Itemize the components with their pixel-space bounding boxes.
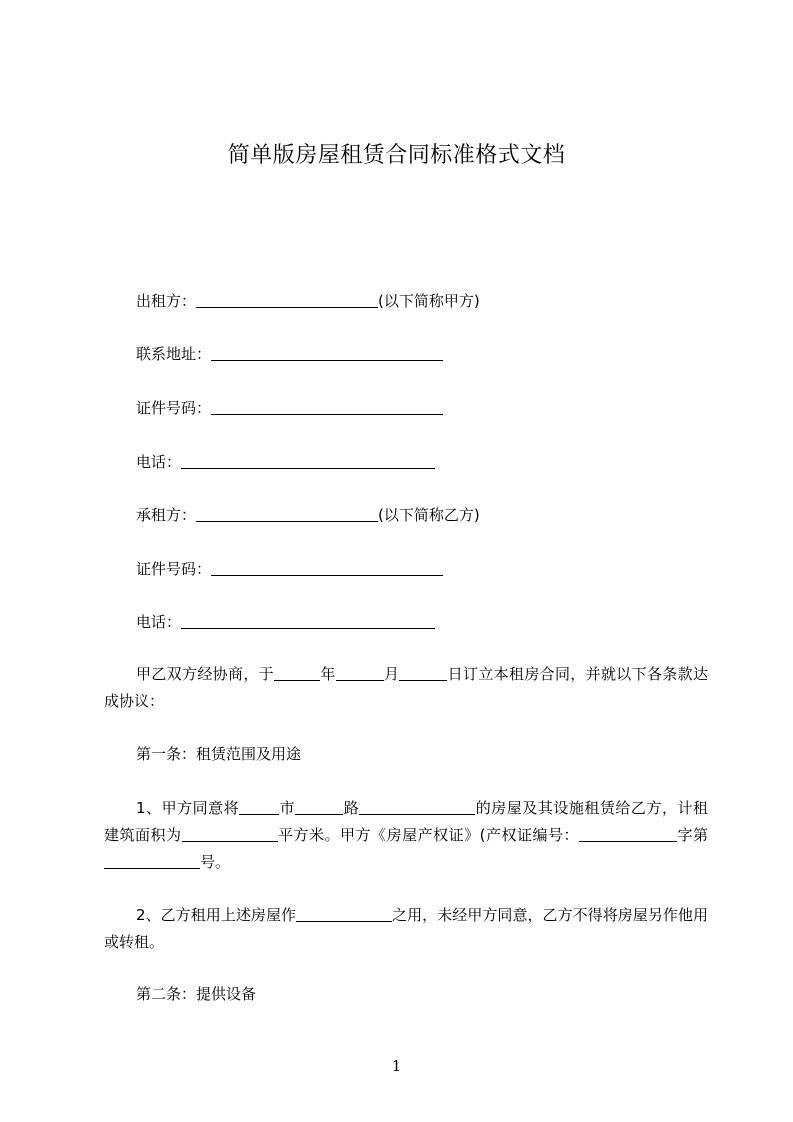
- lessor-line: [136, 291, 480, 311]
- page-number: 1: [391, 1057, 402, 1075]
- lessee-blank: [196, 505, 378, 522]
- lessee-phone-line: [136, 612, 435, 632]
- clause1-text-a: 1、甲方同意将: [136, 799, 240, 817]
- lessor-suffix: (以下简称甲方): [378, 292, 480, 310]
- lessor-phone-blank: [181, 452, 435, 469]
- lessee-label: 承租方：: [136, 506, 197, 524]
- area-blank: [182, 825, 278, 842]
- lessee-suffix: (以下简称乙方): [378, 506, 480, 524]
- clause2-text-b: 之用，未经甲方同意，乙方不得将房屋另作他用或转租。: [104, 906, 708, 951]
- clause2-text-a: 2、乙方租用上述房屋作: [136, 906, 297, 924]
- document-title: 简单版房屋租赁合同标准格式文档: [227, 143, 566, 168]
- lessor-blank: [196, 291, 378, 308]
- year-label: 年: [319, 665, 336, 683]
- certificate-prefix-blank: [667, 825, 677, 842]
- city-label: 市: [279, 799, 296, 817]
- clause1-text-e: 平方米。甲方《房屋产权证》(产权证编号：: [277, 826, 579, 844]
- intro-paragraph: [104, 661, 708, 715]
- intro-text-a: 甲乙双方经协商，于: [136, 665, 274, 683]
- contact-address-blank: [211, 344, 443, 361]
- clause1-text-f: 字第: [676, 826, 708, 844]
- year-blank: [274, 664, 320, 681]
- lessor-phone-label: 电话：: [136, 453, 182, 471]
- article-1-heading: 第一条：租赁范围及用途: [136, 745, 302, 763]
- clause-2-paragraph: [104, 902, 708, 956]
- clause-1-paragraph: [104, 795, 708, 876]
- lessee-id-blank: [211, 559, 443, 576]
- address-detail-blank: [359, 798, 475, 815]
- clause1-text-d: 的房屋及其设施租赁给乙方，计租建筑面积为: [104, 799, 708, 844]
- day-blank: [399, 664, 447, 681]
- contact-address-label: 联系地址：: [136, 345, 212, 363]
- city-blank: [239, 798, 279, 815]
- lessor-phone-line: [136, 452, 435, 472]
- lessor-id-line: [136, 398, 443, 418]
- lessor-id-label: 证件号码：: [136, 399, 212, 417]
- month-label: 月: [383, 665, 400, 683]
- contact-address-line: [136, 344, 443, 364]
- usage-blank: [296, 905, 392, 922]
- lessee-id-label: 证件号码：: [136, 560, 212, 578]
- lessor-id-blank: [211, 398, 443, 415]
- lessee-line: [136, 505, 480, 525]
- article-2-heading: 第二条：提供设备: [136, 985, 257, 1003]
- month-blank: [336, 664, 384, 681]
- certificate-seq-blank: [104, 852, 200, 869]
- road-blank: [295, 798, 343, 815]
- lessor-label: 出租方：: [136, 292, 197, 310]
- intro-text-d: 日订立本租房合同，并就以下各条款达成协议：: [104, 665, 708, 710]
- lessee-id-line: [136, 559, 443, 579]
- certificate-number-blank: [579, 825, 667, 842]
- clause1-text-g: 号。: [200, 853, 231, 871]
- road-label: 路: [343, 799, 360, 817]
- lessee-phone-blank: [181, 612, 435, 629]
- lessee-phone-label: 电话：: [136, 613, 182, 631]
